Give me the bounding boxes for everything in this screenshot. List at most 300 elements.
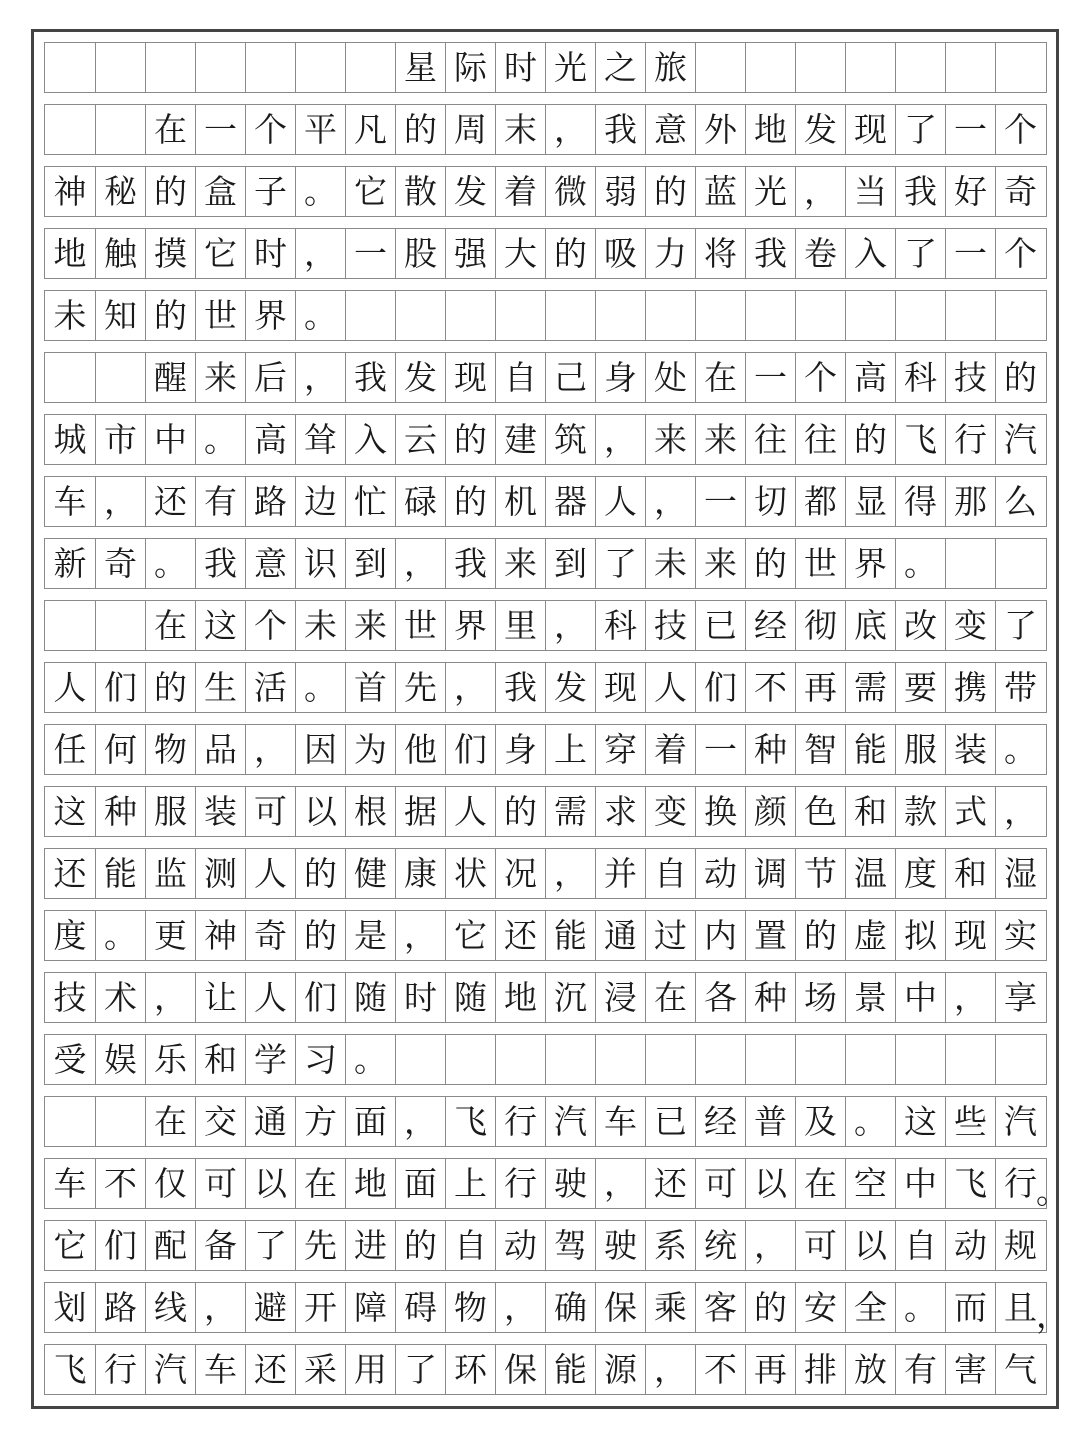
grid-cell: 显 [845, 477, 895, 526]
grid-cell: 意 [245, 539, 295, 588]
grid-cell: 它 [195, 229, 245, 278]
grid-cell: 大 [495, 229, 545, 278]
grid-cell: 汽 [995, 415, 1045, 464]
grid-cell: 高 [845, 353, 895, 402]
grid-cell: 醒 [145, 353, 195, 402]
grid-cell: 我 [595, 105, 645, 154]
grid-cell [45, 1097, 95, 1146]
grid-cell: 人 [245, 849, 295, 898]
grid-cell: 。 [295, 663, 345, 712]
grid-cell: 筑 [545, 415, 595, 464]
grid-cell: 何 [95, 725, 145, 774]
grid-cell: 科 [595, 601, 645, 650]
grid-cell: ， [645, 477, 695, 526]
grid-cell: 驶 [545, 1159, 595, 1208]
grid-cell: 学 [245, 1035, 295, 1084]
grid-row [44, 600, 1047, 651]
grid-cell: 我 [745, 229, 795, 278]
grid-cell: 云 [395, 415, 445, 464]
grid-cell: 的 [745, 539, 795, 588]
grid-cell [95, 601, 145, 650]
grid-cell: 一 [695, 477, 745, 526]
grid-cell [495, 1035, 545, 1084]
grid-cell: 规 [995, 1221, 1045, 1270]
grid-cell: 往 [795, 415, 845, 464]
grid-row [44, 42, 1047, 93]
grid-cell: 子 [245, 167, 295, 216]
grid-cell: 生 [195, 663, 245, 712]
grid-cell: 。 [195, 415, 245, 464]
margin-punctuation: 。 [1036, 1172, 1069, 1211]
grid-cell: 能 [545, 911, 595, 960]
grid-cell: 装 [945, 725, 995, 774]
grid-cell: 好 [945, 167, 995, 216]
grid-cell: 汽 [995, 1097, 1045, 1146]
grid-cell: 还 [145, 477, 195, 526]
grid-cell: 全 [845, 1283, 895, 1332]
grid-cell [195, 43, 245, 92]
grid-cell: 度 [895, 849, 945, 898]
grid-row [44, 290, 1047, 341]
grid-cell: 高 [245, 415, 295, 464]
grid-cell [695, 291, 745, 340]
grid-cell: 排 [795, 1345, 845, 1394]
grid-cell: 弱 [595, 167, 645, 216]
grid-cell: 车 [595, 1097, 645, 1146]
grid-cell: 的 [395, 105, 445, 154]
grid-cell: 的 [845, 415, 895, 464]
grid-cell: 世 [195, 291, 245, 340]
grid-cell [945, 43, 995, 92]
grid-cell: 需 [545, 787, 595, 836]
grid-cell: 底 [845, 601, 895, 650]
grid-cell: 不 [695, 1345, 745, 1394]
grid-cell [845, 291, 895, 340]
grid-cell: 碍 [395, 1283, 445, 1332]
grid-cell: 术 [95, 973, 145, 1022]
grid-cell: 系 [645, 1221, 695, 1270]
grid-cell: 汽 [545, 1097, 595, 1146]
grid-cell: 人 [595, 477, 645, 526]
grid-cell [995, 1035, 1045, 1084]
grid-cell: 上 [445, 1159, 495, 1208]
grid-cell: 换 [695, 787, 745, 836]
grid-cell: 及 [795, 1097, 845, 1146]
grid-cell: 任 [53, 730, 87, 769]
grid-cell [545, 291, 595, 340]
grid-cell: 他 [395, 725, 445, 774]
grid-cell: 保 [595, 1283, 645, 1332]
grid-cell: 带 [995, 663, 1045, 712]
grid-cell: 切 [745, 477, 795, 526]
grid-cell: 动 [495, 1221, 545, 1270]
grid-cell: 们 [95, 1221, 145, 1270]
grid-cell: 它 [345, 167, 395, 216]
grid-cell: ， [195, 1283, 245, 1332]
grid-cell: 行 [495, 1097, 545, 1146]
grid-cell: 光 [745, 167, 795, 216]
grid-cell: 奇 [995, 167, 1045, 216]
grid-cell: 科 [895, 353, 945, 402]
grid-row [44, 848, 1047, 899]
grid-cell: 奇 [95, 539, 145, 588]
grid-cell: 有 [895, 1345, 945, 1394]
grid-cell: 一 [945, 229, 995, 278]
grid-cell: 。 [145, 539, 195, 588]
title-char: 旅 [645, 43, 695, 92]
grid-cell: 在 [295, 1159, 345, 1208]
grid-cell: 个 [245, 105, 295, 154]
grid-cell: 们 [445, 725, 495, 774]
grid-row [44, 414, 1047, 465]
grid-cell: 且 [995, 1283, 1045, 1332]
grid-cell: 。 [345, 1035, 395, 1084]
grid-cell [745, 1035, 795, 1084]
grid-cell: 监 [145, 849, 195, 898]
grid-cell: 了 [245, 1221, 295, 1270]
grid-cell: 需 [845, 663, 895, 712]
grid-cell: 未 [295, 601, 345, 650]
title-char: 之 [595, 43, 645, 92]
grid-cell: 了 [895, 105, 945, 154]
grid-cell: 行 [945, 415, 995, 464]
grid-row [44, 1158, 1047, 1209]
grid-cell: 线 [145, 1283, 195, 1332]
grid-cell [245, 43, 295, 92]
grid-cell: 发 [395, 353, 445, 402]
grid-cell [445, 291, 495, 340]
grid-cell: 据 [395, 787, 445, 836]
grid-cell: 改 [895, 601, 945, 650]
grid-cell: 力 [645, 229, 695, 278]
grid-cell: 那 [945, 477, 995, 526]
grid-cell: 发 [545, 663, 595, 712]
grid-cell: 地 [345, 1159, 395, 1208]
grid-cell: 款 [895, 787, 945, 836]
grid-row [44, 1096, 1047, 1147]
grid-row [44, 910, 1047, 961]
grid-cell: 变 [945, 601, 995, 650]
grid-cell: 动 [695, 849, 745, 898]
grid-cell: 可 [245, 787, 295, 836]
grid-cell: 不 [95, 1159, 145, 1208]
grid-cell: ， [495, 1283, 545, 1332]
grid-cell: 。 [995, 725, 1045, 774]
grid-cell: 能 [845, 725, 895, 774]
grid-cell: 不 [745, 663, 795, 712]
grid-cell: 得 [895, 477, 945, 526]
grid-cell: 可 [695, 1159, 745, 1208]
grid-cell: 开 [295, 1283, 345, 1332]
grid-cell [795, 1035, 845, 1084]
title-char: 光 [545, 43, 595, 92]
grid-row [44, 1282, 1047, 1333]
grid-cell: 现 [595, 663, 645, 712]
grid-cell: 浸 [595, 973, 645, 1022]
grid-cell: 和 [845, 787, 895, 836]
grid-cell: 己 [545, 353, 595, 402]
grid-cell: 温 [845, 849, 895, 898]
grid-cell [845, 1035, 895, 1084]
grid-cell: 行 [495, 1159, 545, 1208]
grid-cell: 以 [845, 1221, 895, 1270]
grid-cell: 们 [695, 663, 745, 712]
grid-cell: 的 [645, 167, 695, 216]
grid-cell: 状 [445, 849, 495, 898]
grid-cell: 种 [745, 725, 795, 774]
grid-cell: 随 [345, 973, 395, 1022]
grid-row [44, 538, 1047, 589]
grid-cell: 沉 [545, 973, 595, 1022]
grid-cell: 摸 [145, 229, 195, 278]
grid-cell: 更 [145, 911, 195, 960]
grid-cell: 些 [945, 1097, 995, 1146]
grid-cell: 散 [395, 167, 445, 216]
grid-cell: 未 [53, 296, 87, 335]
grid-cell [595, 1035, 645, 1084]
grid-cell: ， [145, 973, 195, 1022]
grid-cell: 各 [695, 973, 745, 1022]
grid-cell: 驾 [545, 1221, 595, 1270]
grid-cell: 空 [845, 1159, 895, 1208]
grid-cell: 一 [345, 229, 395, 278]
grid-cell: 种 [95, 787, 145, 836]
grid-cell: 确 [545, 1283, 595, 1332]
grid-cell: 康 [395, 849, 445, 898]
grid-cell: 技 [645, 601, 695, 650]
grid-cell: 秘 [95, 167, 145, 216]
grid-cell: 车 [53, 482, 87, 521]
grid-cell [295, 43, 345, 92]
grid-cell: 我 [195, 539, 245, 588]
grid-cell: 来 [695, 415, 745, 464]
grid-cell: 有 [195, 477, 245, 526]
grid-cell: 入 [345, 415, 395, 464]
grid-cell: 这 [895, 1097, 945, 1146]
grid-row [44, 352, 1047, 403]
grid-cell: 种 [745, 973, 795, 1022]
grid-cell: 面 [345, 1097, 395, 1146]
grid-cell: 的 [145, 167, 195, 216]
grid-cell: 。 [295, 291, 345, 340]
grid-cell: 入 [845, 229, 895, 278]
grid-cell: 式 [945, 787, 995, 836]
grid-cell [45, 105, 95, 154]
grid-cell: 首 [345, 663, 395, 712]
grid-cell: 并 [595, 849, 645, 898]
grid-cell: ， [445, 663, 495, 712]
grid-cell [895, 43, 945, 92]
grid-cell [545, 1035, 595, 1084]
grid-cell: 服 [895, 725, 945, 774]
grid-cell: 在 [145, 105, 195, 154]
grid-cell: 因 [295, 725, 345, 774]
title-char: 星 [395, 43, 445, 92]
grid-cell: 我 [895, 167, 945, 216]
grid-cell: 变 [645, 787, 695, 836]
grid-cell: 我 [445, 539, 495, 588]
grid-cell: 蓝 [695, 167, 745, 216]
grid-cell: 一 [195, 105, 245, 154]
grid-cell: 的 [995, 353, 1045, 402]
grid-row [44, 166, 1047, 217]
grid-cell [145, 43, 195, 92]
grid-cell: 路 [95, 1283, 145, 1332]
grid-cell: 上 [545, 725, 595, 774]
grid-cell [45, 353, 95, 402]
grid-row [44, 104, 1047, 155]
grid-cell: 和 [195, 1035, 245, 1084]
grid-cell: 汽 [145, 1345, 195, 1394]
grid-cell: 来 [645, 415, 695, 464]
grid-cell: 建 [495, 415, 545, 464]
grid-cell: 保 [495, 1345, 545, 1394]
grid-cell: 和 [945, 849, 995, 898]
grid-cell: 卷 [795, 229, 845, 278]
grid-cell [95, 105, 145, 154]
grid-cell: 。 [895, 539, 945, 588]
title-char: 际 [445, 43, 495, 92]
grid-cell: 装 [195, 787, 245, 836]
grid-cell: 中 [895, 1159, 945, 1208]
grid-cell: 来 [345, 601, 395, 650]
grid-cell: 娱 [95, 1035, 145, 1084]
grid-cell: 以 [295, 787, 345, 836]
grid-cell: 了 [895, 229, 945, 278]
grid-cell: 让 [195, 973, 245, 1022]
title-char: 时 [495, 43, 545, 92]
grid-cell: 个 [245, 601, 295, 650]
grid-cell: 的 [145, 291, 195, 340]
grid-cell: 经 [745, 601, 795, 650]
grid-cell: 经 [695, 1097, 745, 1146]
grid-cell: 还 [245, 1345, 295, 1394]
grid-cell: 还 [645, 1159, 695, 1208]
grid-cell: 采 [295, 1345, 345, 1394]
grid-cell: 虚 [845, 911, 895, 960]
grid-cell: 面 [395, 1159, 445, 1208]
grid-cell: 未 [645, 539, 695, 588]
grid-cell [895, 291, 945, 340]
grid-row [44, 476, 1047, 527]
grid-cell: 都 [795, 477, 845, 526]
grid-cell: ， [245, 725, 295, 774]
grid-cell: 这 [53, 792, 87, 831]
grid-cell [45, 43, 95, 92]
grid-cell: ， [795, 167, 845, 216]
grid-cell: 城 [53, 420, 87, 459]
grid-cell: 物 [445, 1283, 495, 1332]
grid-cell: 外 [695, 105, 745, 154]
grid-cell: 智 [795, 725, 845, 774]
grid-cell [695, 43, 745, 92]
grid-cell: 么 [995, 477, 1045, 526]
grid-cell: 知 [95, 291, 145, 340]
grid-cell: 障 [345, 1283, 395, 1332]
grid-cell: ， [395, 911, 445, 960]
grid-cell: 能 [545, 1345, 595, 1394]
grid-cell: 边 [295, 477, 345, 526]
grid-cell: 碌 [395, 477, 445, 526]
grid-cell: ， [945, 973, 995, 1022]
grid-row [44, 228, 1047, 279]
grid-cell: 过 [645, 911, 695, 960]
grid-cell: 来 [695, 539, 745, 588]
grid-cell: 自 [495, 353, 545, 402]
grid-cell: 置 [745, 911, 795, 960]
grid-cell [345, 43, 395, 92]
margin-punctuation: ， [1036, 1296, 1069, 1335]
grid-cell: 彻 [795, 601, 845, 650]
grid-cell: 是 [345, 911, 395, 960]
grid-cell: 景 [845, 973, 895, 1022]
grid-cell [945, 1035, 995, 1084]
grid-cell: 气 [995, 1345, 1045, 1394]
grid-cell: 受 [53, 1040, 87, 1079]
grid-cell: 安 [795, 1283, 845, 1332]
grid-cell: 颜 [745, 787, 795, 836]
grid-cell: 害 [945, 1345, 995, 1394]
grid-cell: 股 [395, 229, 445, 278]
grid-cell: 品 [195, 725, 245, 774]
grid-cell: ， [545, 105, 595, 154]
grid-cell: 周 [445, 105, 495, 154]
grid-cell: 在 [145, 601, 195, 650]
grid-cell: 着 [645, 725, 695, 774]
grid-cell: 进 [345, 1221, 395, 1270]
grid-cell: 能 [95, 849, 145, 898]
grid-cell: 这 [195, 601, 245, 650]
grid-cell [95, 43, 145, 92]
grid-cell: 世 [395, 601, 445, 650]
grid-cell: 它 [53, 1226, 87, 1265]
grid-cell: 配 [145, 1221, 195, 1270]
grid-cell: 习 [295, 1035, 345, 1084]
grid-cell: 况 [495, 849, 545, 898]
grid-cell: 度 [53, 916, 87, 955]
grid-cell: 人 [53, 668, 87, 707]
grid-cell: 通 [245, 1097, 295, 1146]
grid-cell: 要 [895, 663, 945, 712]
grid-cell: 在 [795, 1159, 845, 1208]
grid-cell: 中 [895, 973, 945, 1022]
grid-row [44, 1034, 1047, 1085]
grid-cell: 人 [445, 787, 495, 836]
grid-cell [945, 539, 995, 588]
grid-cell: 器 [545, 477, 595, 526]
grid-cell: 根 [345, 787, 395, 836]
grid-cell: 在 [695, 353, 745, 402]
grid-cell: 源 [595, 1345, 645, 1394]
grid-cell: 在 [145, 1097, 195, 1146]
grid-cell: 可 [195, 1159, 245, 1208]
grid-cell: 现 [845, 105, 895, 154]
grid-cell: 色 [795, 787, 845, 836]
grid-cell: 新 [53, 544, 87, 583]
grid-cell: 神 [195, 911, 245, 960]
grid-cell: 避 [245, 1283, 295, 1332]
grid-cell: 调 [745, 849, 795, 898]
grid-cell: 健 [345, 849, 395, 898]
grid-cell: 在 [645, 973, 695, 1022]
grid-cell: 。 [845, 1097, 895, 1146]
grid-cell: 到 [345, 539, 395, 588]
grid-cell: 了 [595, 539, 645, 588]
grid-cell: 客 [695, 1283, 745, 1332]
grid-cell: ， [595, 1159, 645, 1208]
grid-cell [895, 1035, 945, 1084]
grid-cell: 的 [795, 911, 845, 960]
